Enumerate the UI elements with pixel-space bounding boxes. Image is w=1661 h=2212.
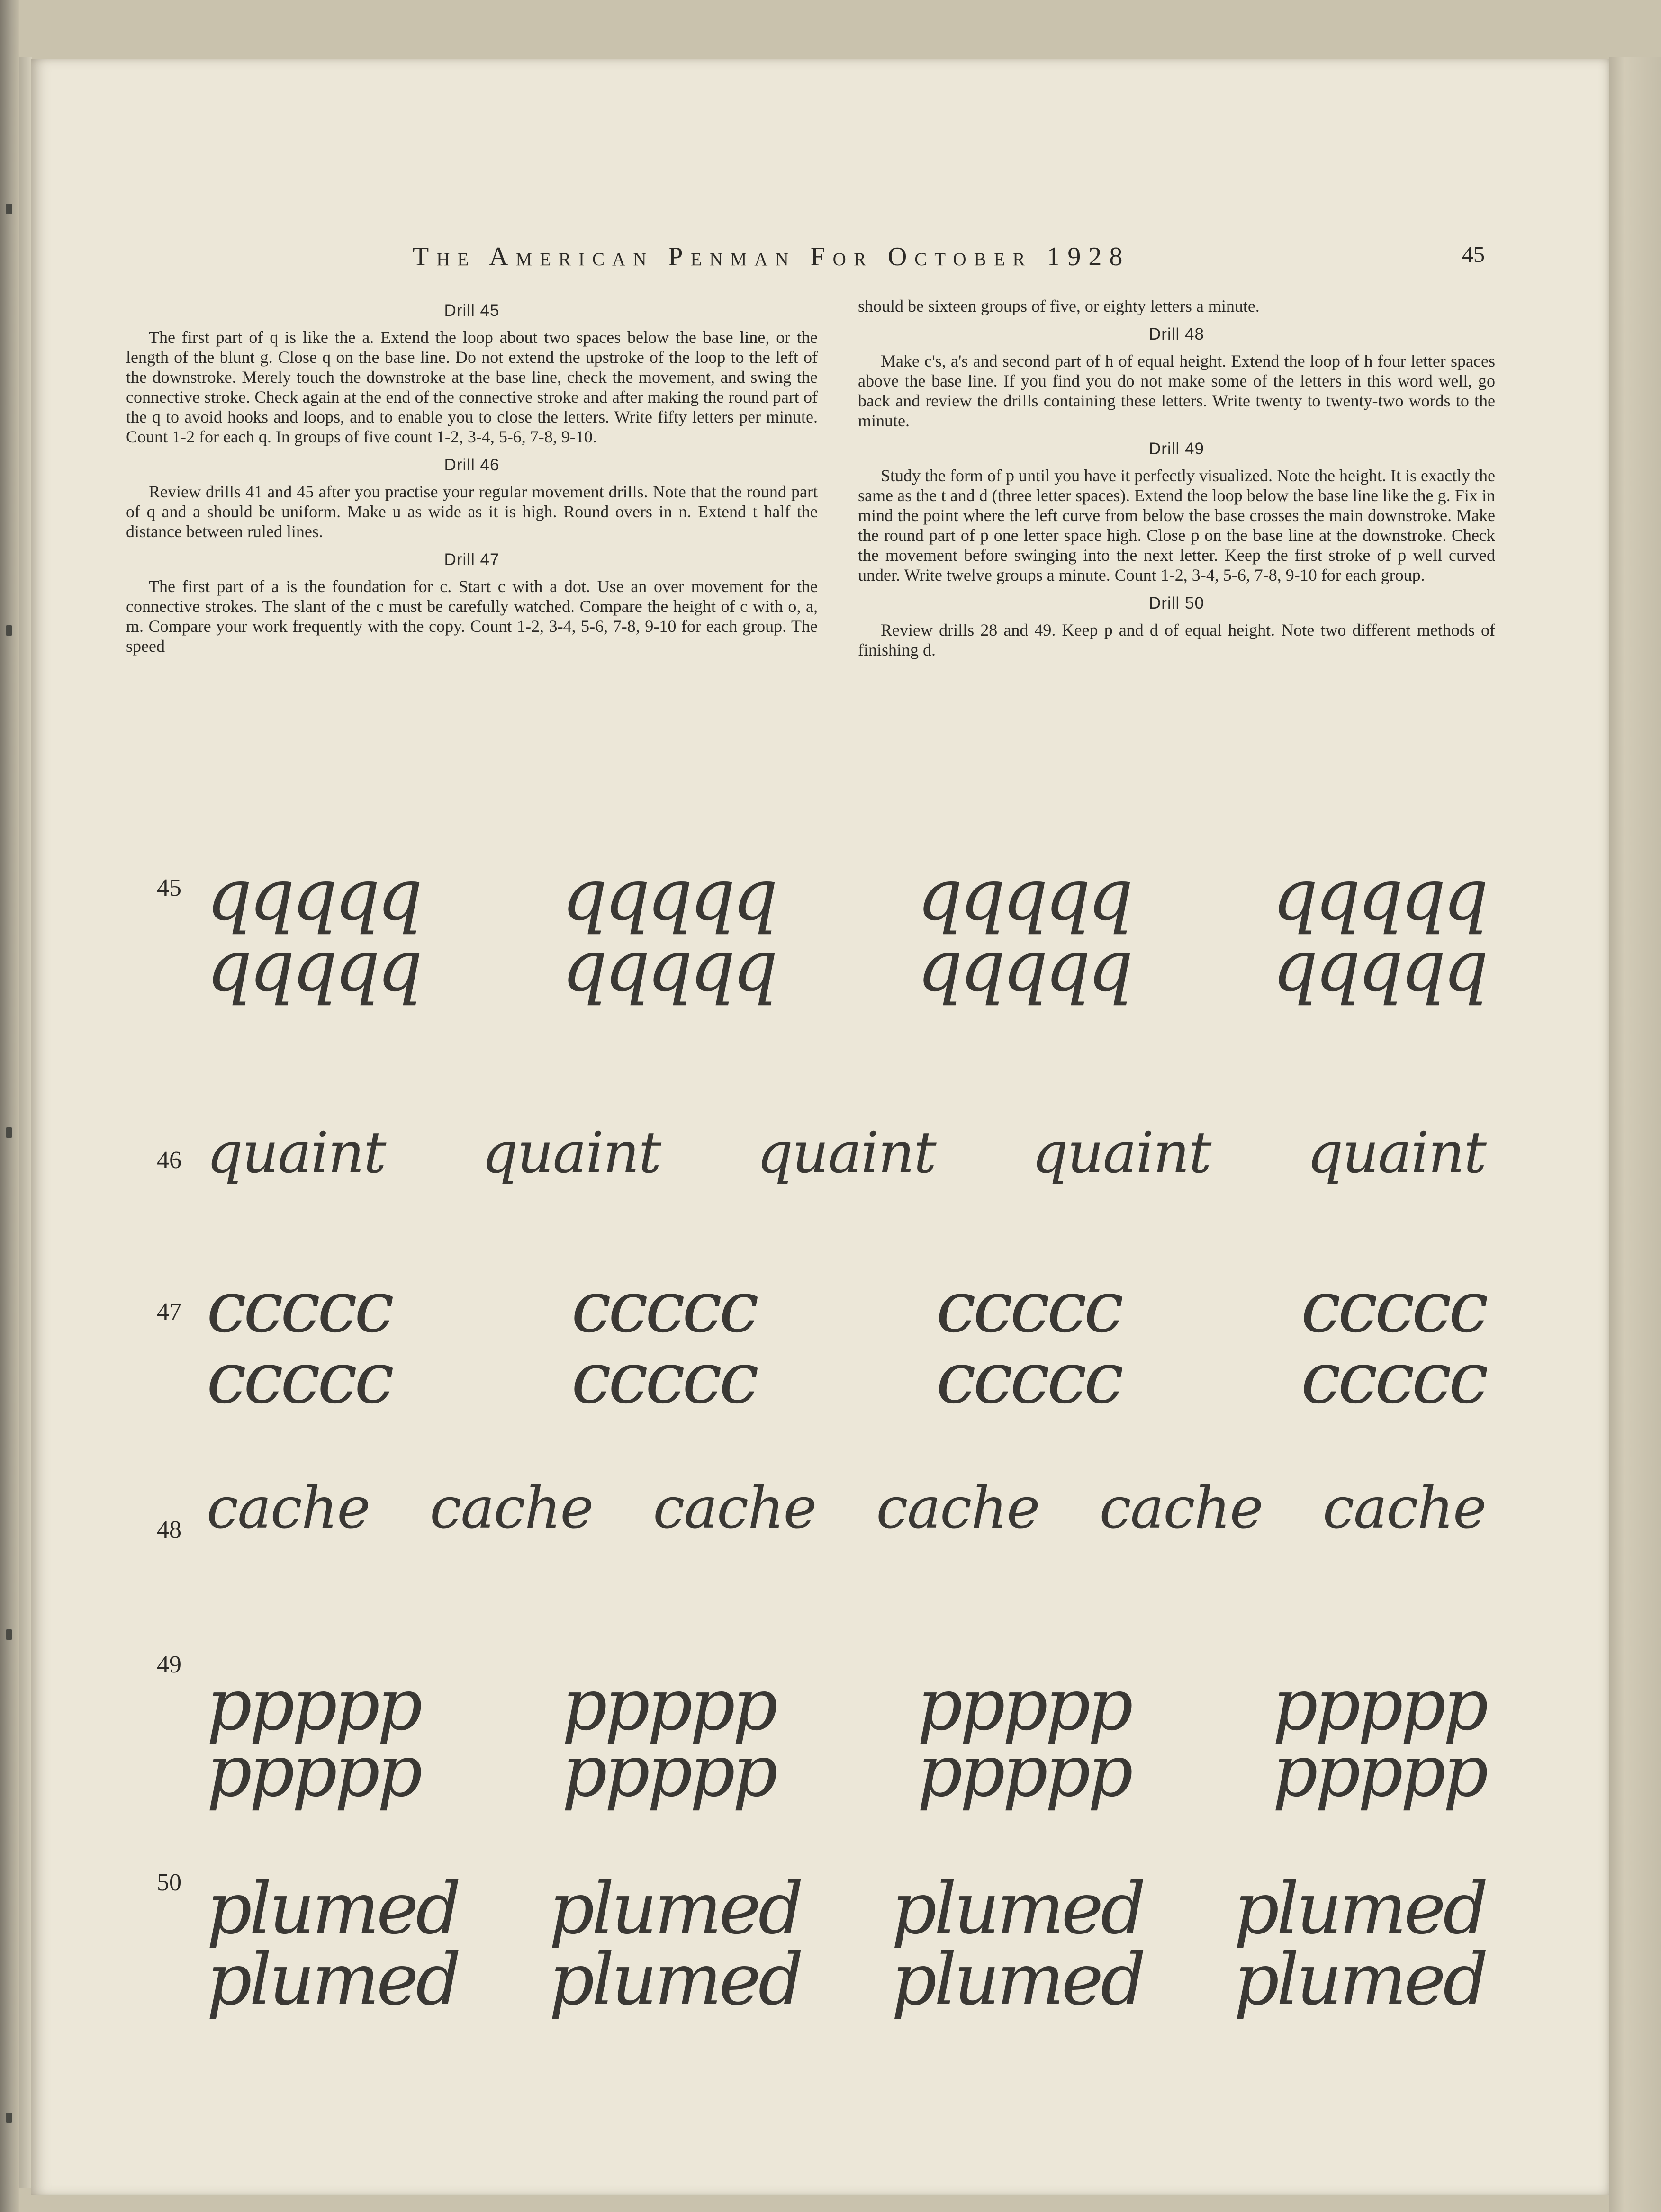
- script-group: ccccc: [571, 1337, 757, 1420]
- drill-heading: Drill 45: [444, 301, 500, 320]
- script-group: ppppp: [561, 1730, 776, 1813]
- script-word: quaint: [207, 1120, 386, 1186]
- script-group: ppppp: [1272, 1730, 1486, 1813]
- script-word: plumed: [549, 1868, 801, 1950]
- exercise-number: 47: [157, 1298, 181, 1325]
- script-word: plumed: [207, 1868, 459, 1950]
- continued-paragraph: should be sixteen groups of five, or eighty letters a minute.: [858, 297, 1260, 315]
- exercise-number: 48: [157, 1516, 181, 1543]
- script-word: cache: [876, 1475, 1039, 1541]
- script-word: plumed: [549, 1939, 801, 2021]
- binding-mark: [6, 625, 12, 636]
- script-group: qqqqq: [917, 925, 1131, 1007]
- script-word: plumed: [207, 1939, 459, 2021]
- publication-title: The American Penman For October 1928: [413, 242, 1130, 271]
- script-word: plumed: [1234, 1868, 1486, 1950]
- script-word: quaint: [1031, 1120, 1211, 1186]
- script-group: ppppp: [917, 1730, 1131, 1813]
- script-group: qqqqq: [561, 925, 776, 1007]
- drill-paragraph: The first part of a is the foundation for c. Start c with a dot. Use an over movement for the connective strokes. The slant of the c must be carefully watched. Compare the height of c with o, a, m. Compare your work frequently with the copy. Count 1-2, 3-4, 5-6, 7-8, 9-10 for each group. The speed: [126, 577, 818, 656]
- script-row: [207, 1475, 1486, 1541]
- page-stack-edge: [1609, 57, 1661, 2212]
- binding-mark: [6, 1629, 12, 1640]
- script-word: cache: [207, 1475, 370, 1541]
- left-text-column: [126, 296, 818, 665]
- facing-page-edge: [19, 57, 32, 2188]
- script-row: [207, 925, 1486, 1007]
- script-row: [207, 1120, 1486, 1186]
- script-word: quaint: [757, 1120, 936, 1186]
- script-group: qqqqq: [1272, 925, 1486, 1007]
- drill-paragraph: Make c's, a's and second part of h of equal height. Extend the loop of h four letter spaces above the base line. If you find you do not make some of the letters in this word well, go back and review the drills containing these letters. Write twenty to twenty-two words to the minute.: [858, 351, 1495, 430]
- exercise-number: 46: [157, 1147, 181, 1174]
- drill-heading: Drill 49: [1149, 440, 1204, 458]
- script-group: ccccc: [936, 1266, 1121, 1349]
- drill-heading: Drill 46: [444, 456, 500, 474]
- script-word: cache: [1099, 1475, 1263, 1541]
- script-word: plumed: [1234, 1939, 1486, 2021]
- script-row: [207, 1730, 1486, 1813]
- script-group: qqqqq: [917, 854, 1131, 936]
- script-group: ccccc: [207, 1266, 392, 1349]
- script-group: qqqqq: [207, 925, 420, 1007]
- script-row: [207, 1868, 1486, 1950]
- script-group: qqqqq: [561, 854, 776, 936]
- script-word: cache: [1322, 1475, 1486, 1541]
- exercise-number: 45: [157, 874, 181, 901]
- book-binding: [0, 0, 19, 2212]
- script-row: [207, 1266, 1486, 1349]
- script-group: ppppp: [207, 1664, 420, 1746]
- page-number: 45: [1462, 242, 1485, 267]
- drill-paragraph: Study the form of p until you have it perfectly visualized. Note the height. It is exactly the same as the t and d (three letter spaces). Extend the loop below the base line like the g. Fix in mind the point where the left curve from below the base crosses the main downstroke. Make the round part of p one letter space high. Close p on the base line at the downstroke. Check the movement before swinging into the next letter. Keep the first stroke of p well curved under. Write twelve groups a minute. Count 1-2, 3-4, 5-6, 7-8, 9-10 for each group.: [858, 466, 1495, 584]
- script-word: plumed: [891, 1939, 1144, 2021]
- script-group: qqqqq: [1272, 854, 1486, 936]
- script-word: cache: [653, 1475, 816, 1541]
- script-row: [207, 1337, 1486, 1420]
- script-group: qqqqq: [207, 854, 420, 936]
- running-header: [31, 242, 1609, 279]
- script-word: quaint: [481, 1120, 661, 1186]
- script-row: [207, 854, 1486, 936]
- script-word: cache: [430, 1475, 593, 1541]
- script-word: quaint: [1307, 1120, 1486, 1186]
- drill-heading: Drill 48: [1149, 325, 1204, 343]
- right-text-column: [858, 296, 1495, 668]
- script-group: ccccc: [571, 1266, 757, 1349]
- script-group: ccccc: [1300, 1337, 1486, 1420]
- binding-mark: [6, 1127, 12, 1138]
- script-group: ccccc: [207, 1337, 392, 1420]
- script-group: ppppp: [1272, 1664, 1486, 1746]
- script-group: ppppp: [917, 1664, 1131, 1746]
- script-group: ppppp: [561, 1664, 776, 1746]
- drill-heading: Drill 50: [1149, 594, 1204, 612]
- binding-mark: [6, 204, 12, 214]
- binding-mark: [6, 2113, 12, 2123]
- drill-paragraph: Review drills 41 and 45 after you practise your regular movement drills. Note that the round part of q and a should be uniform. Make u as wide as it is high. Round overs in n. Extend t half the distance between ruled lines.: [126, 482, 818, 541]
- drill-paragraph: Review drills 28 and 49. Keep p and d of equal height. Note two different methods of finishing d.: [858, 620, 1495, 659]
- script-group: ccccc: [1300, 1266, 1486, 1349]
- magazine-page: [31, 59, 1609, 2195]
- script-group: ppppp: [207, 1730, 420, 1813]
- script-row: [207, 1939, 1486, 2021]
- drill-heading: Drill 47: [444, 550, 500, 569]
- script-group: ccccc: [936, 1337, 1121, 1420]
- exercise-number: 49: [157, 1651, 181, 1678]
- exercise-number: 50: [157, 1869, 181, 1896]
- drill-paragraph: The first part of q is like the a. Extend the loop about two spaces below the base line, or the length of the blunt g. Close q on the base line. Do not extend the upstroke of the loop to the left of the downstroke. Merely touch the downstroke at the base line, check the movement, and swing the connective stroke. Check again at the end of the connective stroke and after making the round part of the q to avoid hooks and loops, and to enable you to close the letters. Write fifty letters per minute. Count 1-2 for each q. In groups of five count 1-2, 3-4, 5-6, 7-8, 9-10.: [126, 328, 818, 446]
- script-word: plumed: [891, 1868, 1144, 1950]
